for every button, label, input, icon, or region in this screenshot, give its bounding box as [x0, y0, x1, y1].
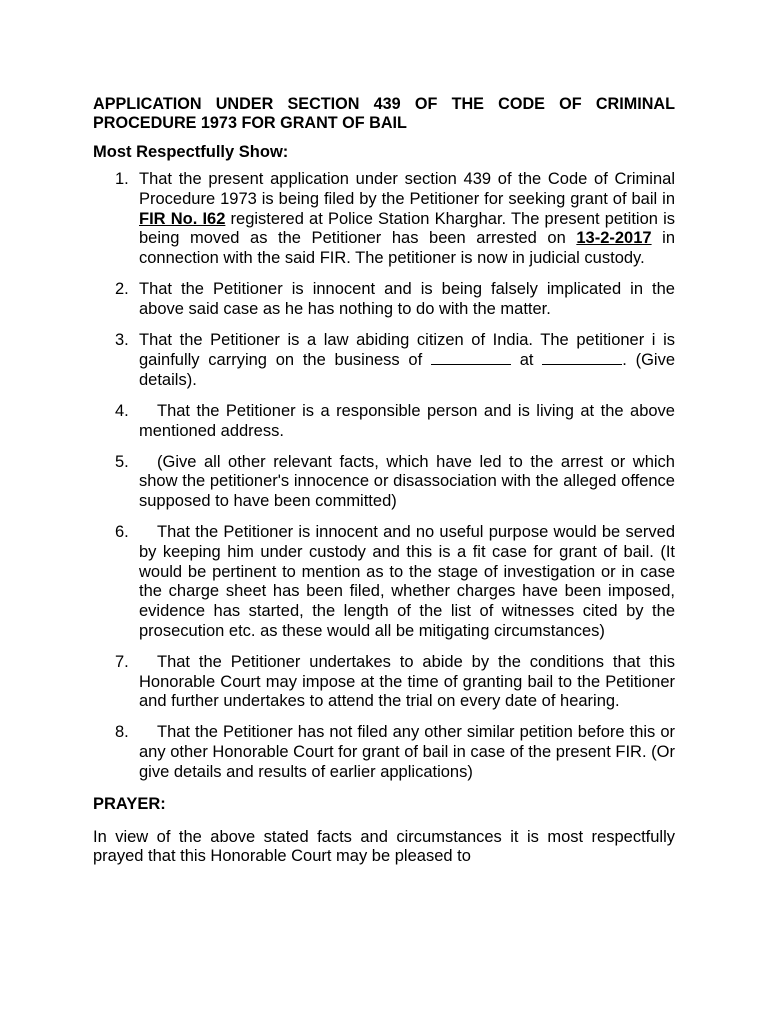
- item-text: That the Petitioner is innocent and is being falsely implicated in the above said case as he has nothing to do with the matter.: [139, 279, 675, 318]
- document-page: [93, 95, 675, 867]
- item-text: That the Petitioner is a responsible person and is living at the above mentioned address.: [139, 401, 675, 440]
- item-text: That the Petitioner undertakes to abide by the conditions that this Honorable Court may impose at the time of granting bail to the Petitioner and further undertakes to attend the trial on every date of hearing.: [139, 652, 675, 711]
- item-text: That the Petitioner is innocent and no useful purpose would be served by keeping him under custody and this is a fit case for grant of bail. (It would be pertinent to mention as to the stage of investigation or in case the charge sheet has been filed, whether charges have been imposed, evidence has started, the length of the list of witnesses cited by the prosecution etc. as these would all be mitigating circumstances): [139, 522, 675, 640]
- arrest-date: 13-2-2017: [576, 229, 652, 248]
- prayer-text: In view of the above stated facts and circumstances it is most respectfully prayed that this Honorable Court may be pleased to: [93, 827, 675, 866]
- item-number: 5.: [115, 452, 129, 471]
- item-text: That the present application under section 439 of the Code of Criminal Procedure 1973 is being filed by the Petitioner for seeking grant of bail in: [139, 170, 675, 208]
- list-item: [93, 331, 675, 391]
- item-number: 4.: [115, 401, 129, 420]
- list-item: [93, 170, 675, 269]
- item-text: registered at Police Station Kharghar. The present petition is being moved as the Petitioner has been arrested on: [139, 209, 675, 248]
- item-text: . (Give details).: [139, 351, 675, 390]
- item-text: That the Petitioner has not filed any other similar petition before this or any other Honorable Court for grant of bail in case of the present FIR. (Or give details and results of earlier applications): [139, 723, 675, 781]
- item-text: in connection with the said FIR. The petitioner is now in judicial custody.: [139, 229, 675, 268]
- item-number: 8.: [115, 723, 129, 742]
- document-title: APPLICATION UNDER SECTION 439 OF THE CODE OF CRIMINAL PROCEDURE 1973 FOR GRANT OF BAIL: [93, 95, 675, 132]
- list-item: [93, 453, 675, 512]
- item-text: (Give all other relevant facts, which have led to the arrest or which show the petitioner's innocence or disassociation with the alleged offence supposed to have been committed): [139, 452, 675, 511]
- prayer-heading: PRAYER:: [93, 794, 166, 813]
- item-number: 2.: [115, 279, 129, 298]
- subheading: Most Respectfully Show:: [93, 143, 289, 161]
- business-blank: [431, 350, 511, 365]
- list-item: [93, 523, 675, 642]
- item-number: 3.: [115, 330, 129, 349]
- list-item: [93, 723, 675, 782]
- list-item: [93, 402, 675, 442]
- item-number: 1.: [115, 170, 129, 188]
- location-blank: [542, 350, 622, 365]
- list-item: [93, 280, 675, 320]
- item-number: 7.: [115, 652, 129, 671]
- item-number: 6.: [115, 522, 129, 541]
- list-item: [93, 653, 675, 712]
- item-text: That the Petitioner is a law abiding citizen of India. The petitioner i is gainfully carrying on the business of: [139, 330, 675, 370]
- item-text: at: [510, 351, 543, 370]
- fir-number: FIR No. I62: [139, 209, 226, 228]
- numbered-list: [93, 170, 675, 783]
